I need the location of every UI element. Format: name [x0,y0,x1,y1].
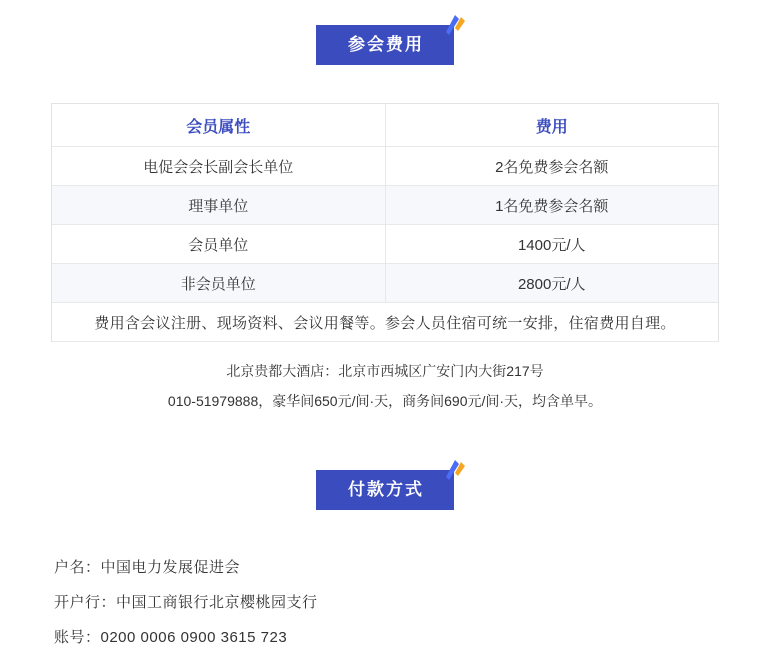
payment-banner-wrap [0,470,770,510]
header-cell-attribute: 会员属性 [52,104,385,147]
cell-fee: 1名免费参会名额 [385,186,718,225]
fee-section-banner [316,25,454,65]
cell-fee: 1400元/人 [385,225,718,264]
sparkle-icon [442,13,468,39]
table-row [52,225,718,264]
payment-banner-label: 付款方式 [348,480,424,499]
cell-attribute: 非会员单位 [52,264,385,303]
payment-details [50,550,720,655]
cell-attribute: 会员单位 [52,225,385,264]
account-number: 账号：0200 0006 0900 3615 723 [54,629,288,646]
table-note-row [52,303,718,342]
hotel-info [52,342,718,416]
header-cell-fee: 费用 [385,104,718,147]
hotel-phone-rates: 010-51979888，豪华间650元/间·天，商务间690元/间·天，均含单早。 [167,393,603,409]
sparkle-icon [442,458,468,484]
fee-banner-wrap [0,0,770,65]
fee-banner-label: 参会费用 [348,35,424,54]
cell-fee: 2名免费参会名额 [385,147,718,186]
cell-attribute: 理事单位 [52,186,385,225]
table-row [52,186,718,225]
table-header-row [52,104,718,147]
table-row [52,264,718,303]
table-row [52,147,718,186]
cell-attribute: 电促会会长副会长单位 [52,147,385,186]
fee-table-wrap [51,103,719,342]
account-name: 户名：中国电力发展促进会 [54,559,241,576]
fee-table [52,104,718,342]
fee-note: 费用含会议注册、现场资料、会议用餐等。参会人员住宿可统一安排，住宿费用自理。 [52,303,718,342]
payment-section-banner [316,470,454,510]
cell-fee: 2800元/人 [385,264,718,303]
bank-name: 开户行：中国工商银行北京樱桃园支行 [54,594,318,611]
hotel-address: 北京贵都大酒店：北京市西城区广安门内大街217号 [226,363,544,379]
